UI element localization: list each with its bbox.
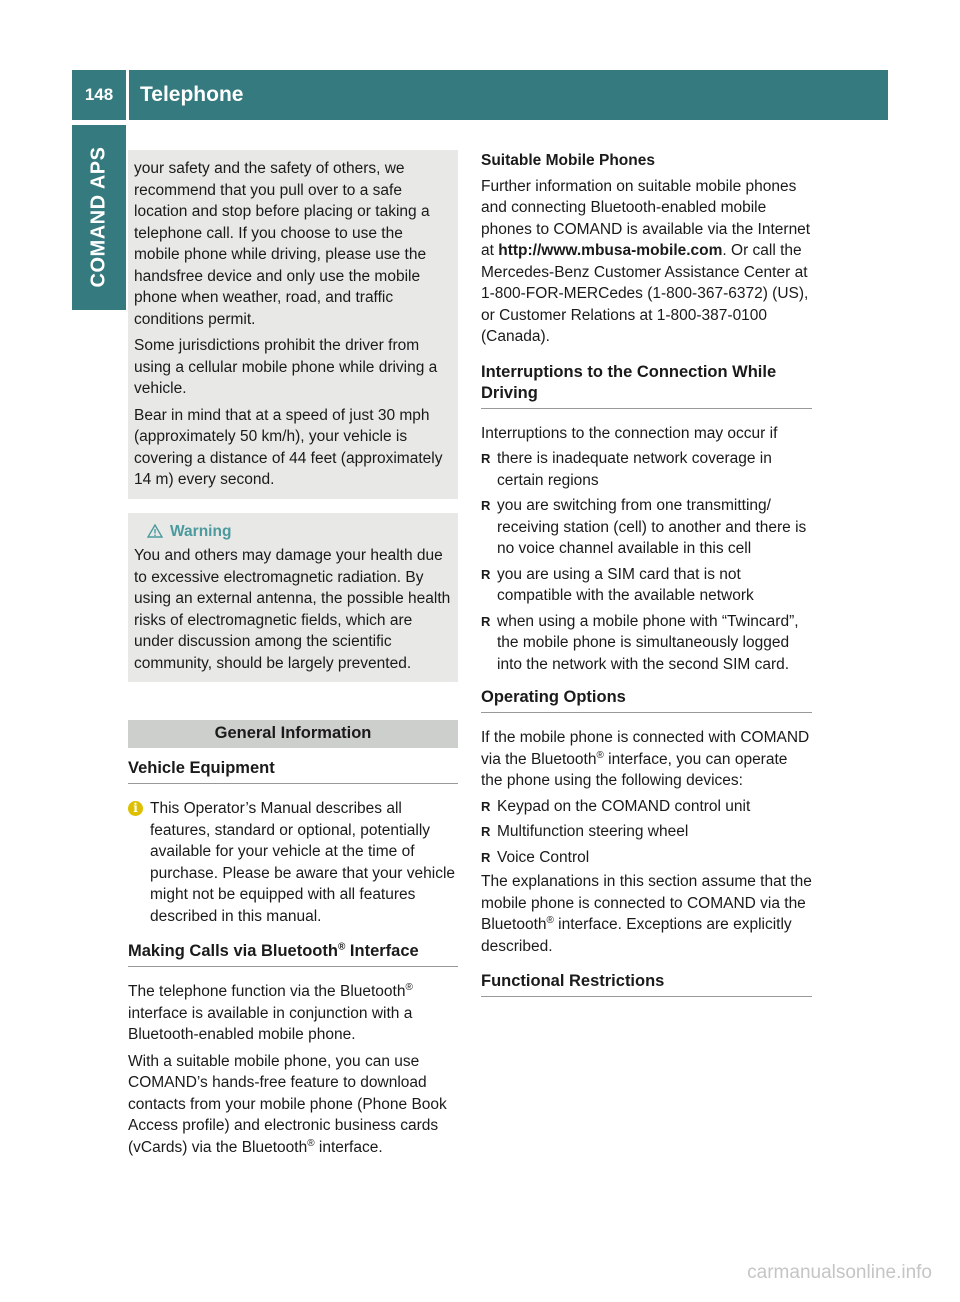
side-tab-label: COMAND APS [87,146,110,288]
chapter-title: Telephone [140,83,244,106]
watermark: carmanualsonline.info [747,1262,932,1283]
mbusa-link[interactable]: http://www.mbusa-mobile.com [498,242,723,259]
interruptions-list [481,448,812,675]
operating-options-heading: Operating Options [481,687,812,713]
explanation-text: The explanations in this section assume that the mobile phone is connected to COMAND via the Bluetooth® interface. Exceptions are explicitly described. [481,873,812,955]
interruptions-intro: Interruptions to the connection may occur if [481,424,778,442]
safety-paragraph: your safety and the safety of others, we recommend that you pull over to a safe location and stop before placing or taking a telephone call. If you choose to use the mobile phone while driving, please use the handsfree device and only use the mobile phone when weather, road, and traffic conditions permit. [134,160,430,328]
warning-triangle-icon [147,524,163,538]
suitable-phones-text: Further information on suitable mobile phones and connecting Bluetooth-enabled mobile phones to COMAND is available via the Internet at http://www.mbusa-mobile.com. Or call the Mercedes-Benz Customer Assistance Center at 1-800-FOR-MERCedes (1-800-367-6372) (US), or Customer Relations at 1-800-387-0100 (Canada). [481,177,811,345]
header-divider [126,70,129,120]
safety-paragraph: Some jurisdictions prohibit the driver from using a cellular mobile phone while driving a vehicle. [134,337,438,397]
warning-title: Warning [170,522,232,540]
operating-intro: If the mobile phone is connected with COMAND via the Bluetooth® interface, you can operate the phone using the following devices: [481,729,810,789]
bluetooth-heading: Making Calls via Bluetooth® Interface [128,941,458,967]
section-heading: General Information [128,720,458,748]
list-item: R when using a mobile phone with “Twincard”, the mobile phone is simultaneously logged into the network with the second SIM card. [481,612,799,673]
page-header [72,70,888,120]
list-item: R you are switching from one transmitting/ receiving station (cell) to another and there is no voice channel available in this cell [481,497,807,557]
warning-header [134,521,451,543]
left-column [128,150,458,1158]
list-item: R there is inadequate network coverage in certain regions [481,450,772,489]
right-column [481,150,812,997]
safety-paragraph: Bear in mind that at a speed of just 30 mph (approximately 50 km/h), your vehicle is covering a distance of 44 feet (approximately 14 m) every second. [134,406,443,488]
info-note [128,798,458,927]
list-item: R you are using a SIM card that is not compatible with the available network [481,565,754,604]
operating-list [481,796,812,869]
vehicle-equipment-heading: Vehicle Equipment [128,758,458,784]
bluetooth-paragraph: The telephone function via the Bluetooth® interface is available in conjunction with a Bluetooth-enabled mobile phone. [128,981,413,1043]
bluetooth-paragraph: With a suitable mobile phone, you can use COMAND’s hands-free feature to download contacts from your mobile phone (Phone Book Access profile) and electronic business cards (vCards) via the Bluetooth® interface. [128,1052,447,1156]
side-tab [72,125,126,310]
info-text: This Operator’s Manual describes all features, standard or optional, potentially available for your vehicle at the time of purchase. Please be aware that your vehicle might not be equipped with all features described in this manual. [150,800,456,925]
list-item: R Voice Control [481,848,590,866]
list-item: R Multifunction steering wheel [481,823,689,840]
info-icon: i [128,801,143,816]
warning-text: You and others may damage your health due to excessive electromagnetic radiation. By using an external antenna, the possible health risks of electromagnetic fields, which are under discussion among the scientific community, should be largely prevented. [134,547,451,672]
safety-box [128,150,458,499]
list-item: R Keypad on the COMAND control unit [481,797,751,815]
functional-restrictions-heading: Functional Restrictions [481,971,812,997]
page-number: 148 [84,85,114,104]
interruptions-heading: Interruptions to the Connection While Driving [481,362,812,409]
suitable-phones-heading: Suitable Mobile Phones [481,152,655,169]
warning-box [128,513,458,683]
